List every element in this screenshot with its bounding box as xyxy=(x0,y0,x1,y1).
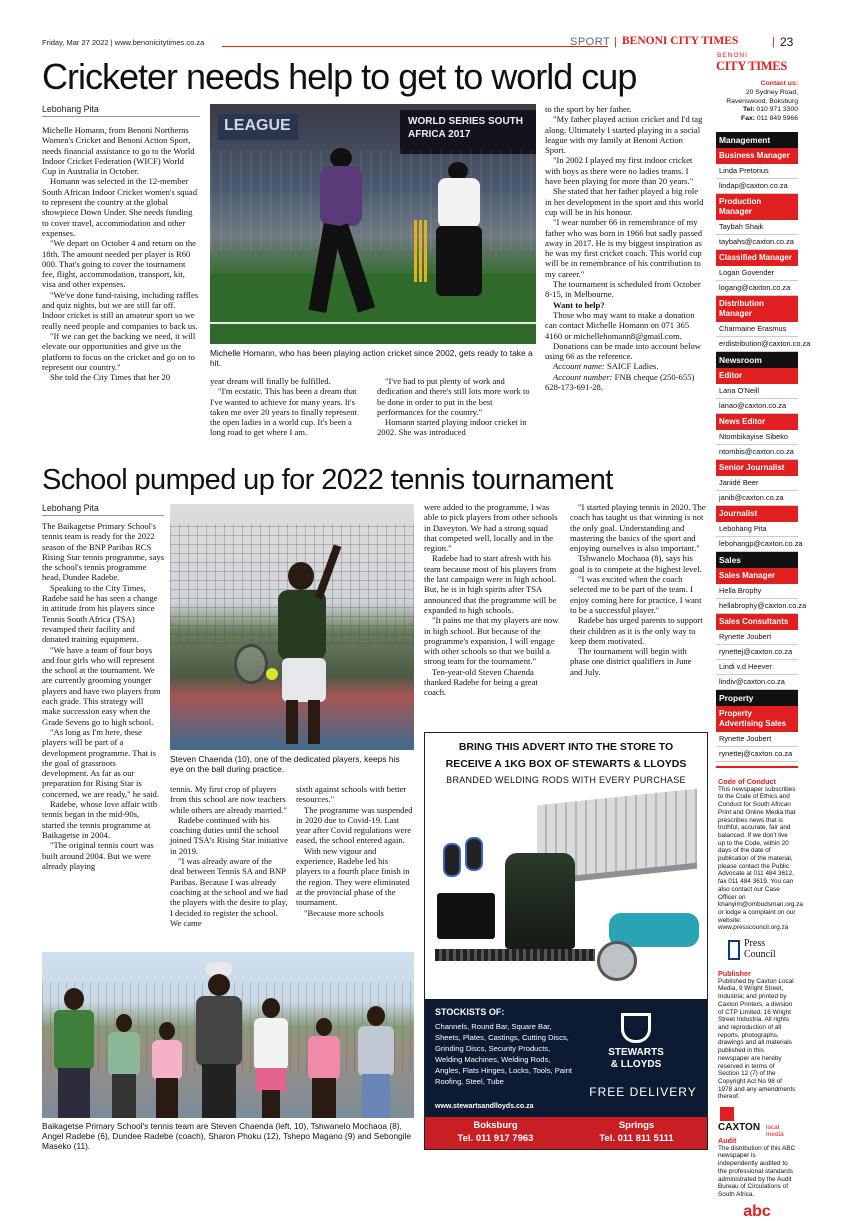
paragraph: "I wear number 66 in remembrance of my father who was born in 1966 but sadly passed away in 2017. He is my biggest inspiration as he was my first cricket coach. This world cup will be in remembrance of his contribution to my career." xyxy=(545,217,703,279)
paragraph: to the sport by her father. xyxy=(545,104,632,114)
section-title-sales: Sales xyxy=(716,552,798,568)
fax-line xyxy=(716,115,798,124)
stockists-text: Channels, Round Bar, Square Bar, Sheets, Plates, Castings, Cutting Discs, Grinding Discs, Security Products, Welding Machines, Welding Rods, Angles, Flats Hinges, Locks, Tools, Paint Roofing, Steel, Tube xyxy=(435,1022,573,1086)
caxton-name: CAXTON xyxy=(718,1122,761,1134)
paragraph: Homann started playing indoor cricket in 2002. She was introduced xyxy=(377,417,527,438)
staff-name: Lana O'Neill xyxy=(716,384,798,399)
press-council-icon xyxy=(728,940,740,960)
section-title-management: Management xyxy=(716,132,798,148)
header-divider: | xyxy=(614,36,617,48)
staff-name: Taybah Shaik xyxy=(716,220,798,235)
paragraph: "I started playing tennis in 2020. The coach has taught us that winning is not the only goal. Understanding and mastering the basics of the sport and enjoying ourselves is also important." xyxy=(570,502,706,554)
role-classified-manager: Classified Manager xyxy=(716,250,798,266)
paragraph: She stated that her father played a big role in her development in the sport and this world cup will be in his honour. xyxy=(545,186,704,217)
branches-bar xyxy=(425,1117,707,1149)
staff-name: Hella Brophy xyxy=(716,584,798,599)
staff-email: lindiv@caxton.co.za xyxy=(716,675,798,690)
sidebar-logo-small: BENONI xyxy=(717,52,748,59)
publisher-block xyxy=(716,968,798,1103)
role-sales-consultants: Sales Consultants xyxy=(716,614,798,630)
tel-line xyxy=(716,106,798,115)
audit-text: The distribution of this ABC newspaper is independently audited to the professional standards administrated by the Audit Bureau of Circulations of South Africa. xyxy=(718,1144,796,1198)
paragraph: Radebe has urged parents to support their children as it is the only way to keep them motivated. xyxy=(570,615,703,646)
brand-line-1: STEWARTS xyxy=(608,1047,664,1058)
gate-motor-image xyxy=(505,853,575,949)
advert-line-2: RECEIVE A 1KG BOX OF STEWARTS & LLOYDS xyxy=(445,758,687,770)
paragraph: Speaking to the City Times, Radebe said he has seen a change in attitude from his players since Tennis South Africa (TSA) revamped their facility and donated training equipment. xyxy=(42,582,158,645)
staff-email: lindap@caxton.co.za xyxy=(716,179,798,194)
header-section: SPORT xyxy=(570,36,611,48)
paragraph: "I was already aware of the deal between Tennis SA and BNP Paribas. Because I was already coaching at the school and we had the players with the desire to play, I decided to register the school. We came xyxy=(170,856,288,928)
team-figure xyxy=(148,1022,186,1118)
paragraph: "As long as I'm here, these players will be part of a development programme. That is the goal of grassroots development. As far as our preparation for Rising Star is concerned, we are ready," he said. xyxy=(42,726,159,799)
role-distribution-manager: Distribution Manager xyxy=(716,296,798,322)
article2-col4 xyxy=(424,502,560,724)
paragraph: Ten-year-old Steven Chaenda thanked Radebe for being a great coach. xyxy=(424,666,538,698)
role-property-advertising-sales: Property Advertising Sales xyxy=(716,706,798,732)
sidebar-logo-big: CITY TIMES xyxy=(716,59,787,73)
fax-label: Fax: xyxy=(741,115,756,123)
article2-col3 xyxy=(296,784,414,946)
paragraph: "We've done fund-raising, including raffles and quiz nights, but we are still far off. Indoor cricket is still an amateur sport so we really need people and companies to back us. xyxy=(42,289,199,331)
paragraph: were added to the programme, I was able to pick players from other schools in Daveyton. We had a strong squad that competed well, locally and in the region." xyxy=(424,502,558,554)
account-number: FNB cheque (250-655) 628-173-691-28. xyxy=(545,371,695,393)
article2-col1 xyxy=(42,521,164,947)
paragraph: Radebe continued with his coaching duties until the school joined TSA's Rising Star initiative in 2019. xyxy=(170,814,288,856)
staff-name: Logan Govender xyxy=(716,266,798,281)
staff-name: Rynette Joubert xyxy=(716,732,798,747)
article1-col3 xyxy=(377,376,535,456)
article1-col1 xyxy=(42,125,200,455)
branch-boksburg-tel: Tel. 011 917 7963 xyxy=(457,1133,534,1144)
stockists-title: STOCKISTS OF: xyxy=(435,1007,505,1017)
cricket-photo xyxy=(210,104,536,344)
article1-byline: Lebohang Pita xyxy=(42,104,200,117)
press-council-logo xyxy=(728,938,798,964)
staff-email: rynettej@caxton.co.za xyxy=(716,747,798,762)
paragraph: "It pains me that my players are now in high school. But because of the programme's expansion, I will engage with other schools so that we build a strong team for the tournament." xyxy=(424,615,559,667)
pitch-line xyxy=(210,322,536,324)
code-of-conduct xyxy=(716,776,803,934)
audit-title: Audit xyxy=(718,1136,737,1146)
paragraph: "I've had to put plenty of work and dedication and there's still lots more work to be done in order to put in the best performances for the country." xyxy=(377,376,530,417)
remote-icon xyxy=(465,837,483,871)
header-paper-name: BENONI CITY TIMES xyxy=(622,35,739,47)
paragraph: sixth against schools with better resources." xyxy=(296,784,407,805)
article2-headline: School pumped up for 2022 tennis tournament xyxy=(42,464,613,496)
article1-col4 xyxy=(545,104,705,456)
team-figure xyxy=(104,1014,144,1118)
caxton-icon xyxy=(720,1107,734,1121)
staff-name: Charmaine Erasmus xyxy=(716,322,798,337)
paragraph: "If we can get the backing we need, it will elevate our opportunities and give us the platform to focus on the cricket and go on to represent our country." xyxy=(42,330,196,372)
caxton-logo xyxy=(716,1107,798,1139)
advert-line-3: BRANDED WELDING RODS WITH EVERY PURCHASE xyxy=(446,775,686,785)
abc-logo: abc xyxy=(743,1202,771,1220)
page-number: 23 xyxy=(780,35,794,49)
tennis-photo-caption: Steven Chaenda (10), one of the dedicated players, keeps his eye on the ball during practice. xyxy=(170,754,400,774)
team-figure xyxy=(304,1018,344,1118)
paragraph: Those who may want to make a donation can contact Michelle Homann on 071 365 4160 or michellehomann8@gmail.com. xyxy=(545,309,695,341)
staff-name: Ntombikayise Sibeko xyxy=(716,430,798,445)
grinder-disc xyxy=(597,941,637,981)
branch-springs-tel: Tel. 011 811 5111 xyxy=(599,1133,674,1144)
paragraph: tennis. My first crop of players from this school are now teachers while others are already married." xyxy=(170,784,287,815)
press-council-line-2: Council xyxy=(744,949,776,961)
tennis-ball xyxy=(266,668,278,680)
article1-headline: Cricketer needs help to get to world cup xyxy=(42,56,637,97)
paragraph: The programme was suspended in 2020 due to Covid-19. Last year after Covid regulations were eased, the school entered again. xyxy=(296,804,413,846)
stewarts-lloyds-logo xyxy=(601,1013,671,1073)
staff-email: rynettej@caxton.co.za xyxy=(716,645,798,660)
article1-photo-caption: Michelle Homann, who has been playing action cricket since 2002, gets ready to take a hit. xyxy=(210,348,533,368)
stockists-panel xyxy=(425,999,707,1149)
staff-name: Rynette Joubert xyxy=(716,630,798,645)
help-subheading: Want to help? xyxy=(553,299,605,310)
paragraph: year dream will finally be fulfilled. xyxy=(210,376,331,386)
staff-name: Lebohang Pita xyxy=(716,522,798,537)
paragraph: Radebe had to start afresh with his team because most of his players from the last campaign were in high school. But, he is in high spirits after TSA announced that the programme will be expanded to high schools. xyxy=(424,553,557,615)
racket xyxy=(234,644,268,684)
account-number-label: Account number: xyxy=(553,371,613,382)
paragraph: Homann was selected in the 12-member South African Indoor Cricket women's squad to represent the country at the global showpiece Down Under. She needs funding to cover travel, accommodation and other expenses. xyxy=(42,176,198,238)
advert-line-1: BRING THIS ADVERT INTO THE STORE TO xyxy=(458,741,674,753)
section-title-newsroom: Newsroom xyxy=(716,352,798,368)
team-photo-caption: Baikagetse Primary School's tennis team are Steven Chaenda (left, 10), Tshwanelo Mochaoa (8), Angel Radebe (6), Dundee Radebe (coach), Sharon Phoku (12), Tshepo Magano (9) and Sebongile Maseko (11). xyxy=(42,1121,412,1151)
world-series-banner: WORLD SERIES SOUTH AFRICA 2017 xyxy=(400,110,536,154)
advert-website: www.stewartsandlloyds.co.za xyxy=(435,1103,534,1110)
paragraph: "Because more schools xyxy=(304,907,384,918)
article2-col2 xyxy=(170,784,288,946)
article2-col5 xyxy=(570,502,706,724)
team-figure xyxy=(192,962,246,1118)
staff-name: Janidé Beer xyxy=(716,476,798,491)
account-name-label: Account name: xyxy=(553,361,605,372)
role-journalist: Journalist xyxy=(716,506,798,522)
publisher-title: Publisher xyxy=(718,969,751,979)
header-bar xyxy=(42,36,798,50)
stumps xyxy=(414,220,428,282)
article1-col2 xyxy=(210,376,368,456)
staff-email: ntombis@caxton.co.za xyxy=(716,445,798,460)
paragraph: The tournament will begin with phase one district qualifiers in June and July. xyxy=(570,646,692,677)
brand-line-2: & LLOYDS xyxy=(610,1059,662,1070)
contact-block xyxy=(716,80,798,124)
code-title: Code of Conduct xyxy=(718,777,776,786)
section-title-property: Property xyxy=(716,690,798,706)
fax-number: 011 849 5966 xyxy=(756,115,798,123)
team-figure xyxy=(250,998,292,1118)
branch-boksburg-name: Boksburg xyxy=(473,1120,518,1131)
role-senior-journalist: Senior Journalist xyxy=(716,460,798,476)
paragraph: With new vigour and experience, Radebe led his players to a fourth place finish in the region. They were eliminated at the provincial phase of the tournament. xyxy=(296,845,410,908)
paragraph: Tshwanelo Mochaoa (8), says his goal is to compete at the highest level. xyxy=(570,553,702,574)
staff-email: erdistribution@caxton.co.za xyxy=(716,337,798,352)
caxton-sub: local media xyxy=(766,1124,784,1139)
paragraph: "The original tennis court was built around 2004. But we were already playing xyxy=(42,840,154,871)
paragraph: Donations can be made into account below using 66 as the reference. xyxy=(545,340,701,362)
sidebar xyxy=(716,52,811,1220)
paragraph: "My father played action cricket and I'd tag along. Ultimately I started playing in a social league with my family at Benoni Action Sport. xyxy=(545,114,703,156)
paragraph: "I was excited when the coach selected me to be part of the team. I enjoy coming here for practice. I want to be a successful player." xyxy=(570,574,702,615)
address-line-2: Ravenswood, Boksburg xyxy=(726,97,798,105)
batter-figure xyxy=(302,148,372,318)
code-text: This newspaper subscribes to the Code of Ethics and Conduct for South African Print and Online Media that prescribes news that is truthful, accurate, fair and balanced. If we don't live up to the Code, within 20 days of the date of publication of the material, please contact the Public Advocate at 011 484 3612, fax 011 484 3619. You can also contact our Case Officer on khanyim@ombudsman.org.za or lodge a complaint on our website: www.presscouncil.org.za xyxy=(718,785,803,932)
free-delivery: FREE DELIVERY xyxy=(589,1085,697,1099)
publisher-text: Published by Caxton Local Media, 9 Wright Street, Industria; and printed by Caxton Printers, a division of CTP Limited, 16 Wright Street Industria. All rights and reproduction of all reports, photographs, drawings and all materials published in this newspaper are hereby reserved in terms of Section 12 (7) of the Copyright Act No 98 of 1978 and any amendments thereof. xyxy=(718,977,796,1101)
paragraph: "We depart on October 4 and return on the 18th. The amount needed per player is R60 000. That's going to cover the tournament fee, flight, accommodation, transport, kit, visa and other expenses. xyxy=(42,238,196,290)
role-news-editor: News Editor xyxy=(716,414,798,430)
paragraph: She told the City Times that her 20 xyxy=(50,372,171,383)
role-business-manager: Business Manager xyxy=(716,148,798,164)
player-figure xyxy=(258,544,348,744)
gear-rack-bar xyxy=(435,949,595,961)
battery-image xyxy=(437,893,495,939)
staff-email: janib@caxton.co.za xyxy=(716,491,798,506)
paragraph: Michelle Homann, from Benoni Northerns Women's Cricket and Benoni Action Sport, needs financial assistance to go to the World Indoor Cricket Federation (WICF) World Cup in Australia in October. xyxy=(42,125,195,177)
paragraph: "In 2002 I played my first indoor cricket with boys as there were no ladies teams. I have been playing for more than 20 years." xyxy=(545,155,694,187)
contact-title: Contact us: xyxy=(760,80,798,87)
tel-number: 010 971 3300 xyxy=(756,106,798,114)
account-name: SAICF Ladies. xyxy=(606,361,659,372)
staff-email: logang@caxton.co.za xyxy=(716,281,798,296)
header-date-url: Friday, Mar 27 2022 | www.benonicitytimes.co.za xyxy=(42,38,205,47)
account-number-line xyxy=(545,372,705,393)
paragraph: Radebe, whose love affair with tennis began in the mid-90s, started the tennis programme at Baikagetse in 2004. xyxy=(42,799,157,840)
team-figure xyxy=(50,988,98,1118)
role-sales-manager: Sales Manager xyxy=(716,568,798,584)
tel-label: Tel: xyxy=(742,106,755,114)
tennis-player-photo xyxy=(170,504,414,750)
paragraph: The tournament is scheduled from October 8-15, in Melbourne. xyxy=(545,279,701,300)
staff-email: lebohangp@caxton.co.za xyxy=(716,537,798,552)
league-sign: LEAGUE xyxy=(218,114,298,140)
stewarts-lloyds-advert xyxy=(424,732,708,1150)
role-editor: Editor xyxy=(716,368,798,384)
team-photo xyxy=(42,952,414,1118)
header-divider-2: | xyxy=(772,36,775,48)
header-rule xyxy=(222,46,608,47)
audit-block xyxy=(716,1135,798,1201)
staff-email: lanao@caxton.co.za xyxy=(716,399,798,414)
shield-icon xyxy=(621,1013,651,1043)
staff-directory xyxy=(716,132,811,1221)
staff-name: Linda Pretorius xyxy=(716,164,798,179)
article2-byline: Lebohang Pita xyxy=(42,503,164,516)
team-figure xyxy=(354,1006,398,1118)
paragraph: "I'm ecstatic. This has been a dream that I've wanted to achieve for many years. It's taken me over 20 years to finally represent the open ladies in a world cup. It's been a long road to get where I am. xyxy=(210,386,357,438)
account-name-line xyxy=(545,361,705,371)
staff-name: Lindi v.d Heever xyxy=(716,660,798,675)
paragraph: "We have a team of four boys and four girls who will represent the school at the tournament. We are currently grooming younger players and have two players from each grade. This strategy will make succession easy when the Grade Sevens go to high school. xyxy=(42,644,161,727)
branch-springs-name: Springs xyxy=(618,1120,655,1131)
staff-email: taybahs@caxton.co.za xyxy=(716,235,798,250)
paragraph: The Baikagetse Primary School's tennis team is ready for the 2022 season of the BNP Paribas RCS Rising Star tennis programme, says the school's tennis programme head, Dundee Radebe. xyxy=(42,521,164,583)
keeper-figure xyxy=(428,162,488,302)
role-production-manager: Production Manager xyxy=(716,194,798,220)
remote-icon xyxy=(443,843,461,877)
address-line-1: 20 Sydney Road, xyxy=(745,88,798,96)
press-council-line-1: Press xyxy=(744,938,766,950)
staff-email: hellabrophy@caxton.co.za xyxy=(716,599,798,614)
